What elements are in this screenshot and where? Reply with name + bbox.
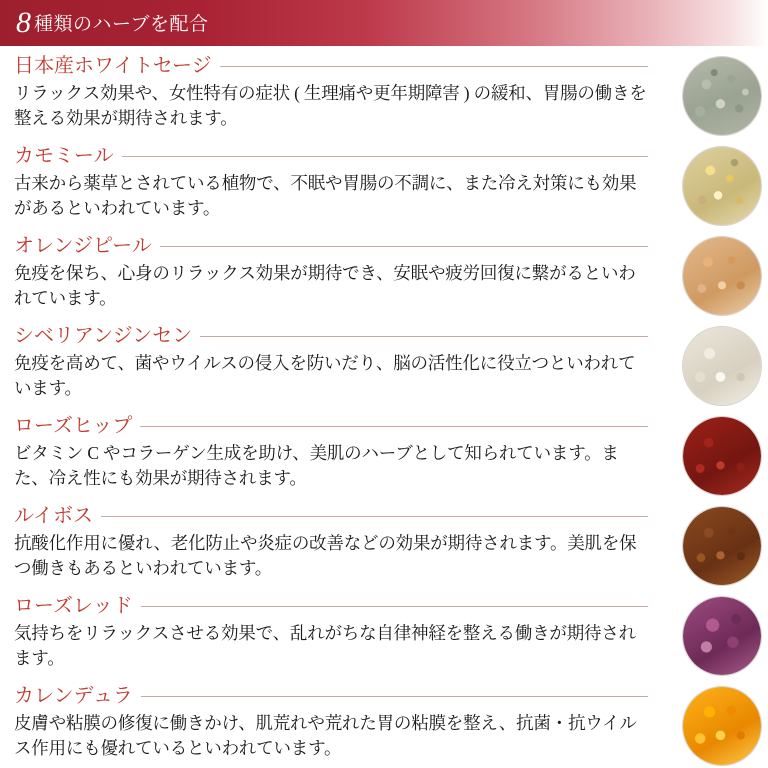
heading-rule (141, 696, 648, 697)
herb-item (0, 684, 768, 768)
herb-name: ローズヒップ (14, 415, 133, 437)
rooibos-photo (682, 506, 762, 586)
herb-item (0, 54, 768, 138)
herb-description: 抗酸化作用に優れ、老化防止や炎症の改善などの効果が期待されます。美肌を保つ働きもあるといわれています。 (14, 533, 637, 578)
herb-heading (14, 144, 648, 169)
herb-heading (14, 684, 648, 709)
herb-name: カレンデュラ (14, 685, 133, 707)
herb-photo-texture (683, 327, 761, 405)
rose-red-photo (682, 596, 762, 676)
header-number: 8 (16, 6, 31, 39)
herb-name: シベリアンジンセン (14, 325, 193, 347)
rosehip-photo (682, 416, 762, 496)
herb-item (0, 324, 768, 408)
herb-item (0, 144, 768, 228)
herb-item (0, 234, 768, 318)
herb-name: 日本産ホワイトセージ (14, 55, 212, 77)
herb-name: オレンジピール (14, 235, 152, 257)
herb-item (0, 414, 768, 498)
herb-item (0, 594, 768, 678)
herb-name: カモミール (14, 145, 114, 167)
herb-description: ビタミン C やコラーゲン生成を助け、美肌のハーブとして知られています。また、冷え性にも効果が期待されます。 (14, 443, 619, 488)
page-title: 種類のハーブを配合 (34, 13, 209, 35)
herb-photo-texture (683, 237, 761, 315)
heading-rule (122, 156, 648, 157)
heading-rule (141, 606, 648, 607)
chamomile-photo (682, 146, 762, 226)
calendula-photo (682, 686, 762, 766)
heading-rule (220, 66, 648, 67)
herb-heading (14, 414, 648, 439)
herb-heading (14, 324, 648, 349)
herb-heading (14, 54, 648, 79)
herb-heading (14, 594, 648, 619)
herb-name: ローズレッド (14, 595, 133, 617)
herb-description: 気持ちをリラックスさせる効果で、乱れがちな自律神経を整える働きが期待されます。 (14, 623, 636, 668)
herb-description: リラックス効果や、女性特有の症状 ( 生理痛や更年期障害 ) の緩和、胃腸の働きを整える効果が期待されます。 (14, 83, 647, 128)
heading-rule (160, 246, 648, 247)
herb-description: 皮膚や粘膜の修復に働きかけ、肌荒れや荒れた胃の粘膜を整え、抗菌・抗ウイルス作用にも優れているといわれています。 (14, 713, 637, 758)
white-sage-photo (682, 56, 762, 136)
herb-photo-texture (683, 57, 761, 135)
herb-photo-texture (683, 597, 761, 675)
herb-list (0, 46, 768, 768)
herb-heading (14, 504, 648, 529)
orange-peel-photo (682, 236, 762, 316)
herb-photo-texture (683, 147, 761, 225)
herb-photo-texture (683, 417, 761, 495)
herb-description: 古来から薬草とされている植物で、不眠や胃腸の不調に、また冷え対策にも効果があるといわれています。 (14, 173, 637, 218)
heading-rule (140, 426, 648, 427)
herb-name: ルイボス (14, 505, 93, 527)
siberian-ginseng-photo (682, 326, 762, 406)
page-header (0, 0, 768, 46)
herb-description: 免疫を保ち、心身のリラックス効果が期待でき、安眠や疲労回復に繋がるといわれています。 (14, 263, 636, 308)
herb-photo-texture (683, 687, 761, 765)
herb-photo-texture (683, 507, 761, 585)
herb-heading (14, 234, 648, 259)
herb-item (0, 504, 768, 588)
heading-rule (101, 516, 648, 517)
heading-rule (200, 336, 648, 337)
herb-description: 免疫を高めて、菌やウイルスの侵入を防いだり、脳の活性化に役立つといわれています。 (14, 353, 636, 398)
